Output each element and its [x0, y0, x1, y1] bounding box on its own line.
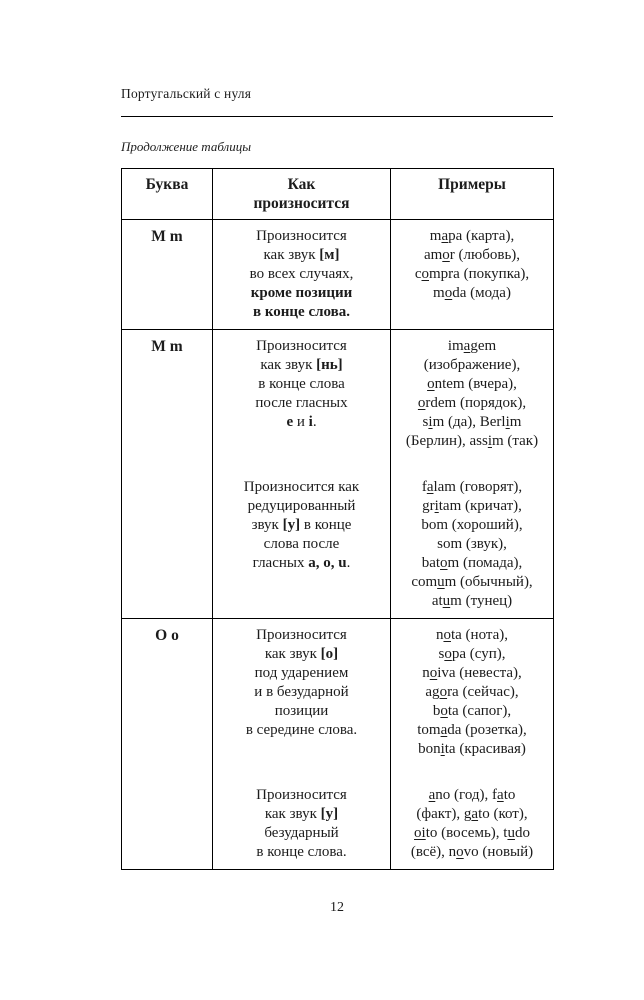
pronunciation-cell [213, 330, 391, 459]
text-line: ordem (порядок), [417, 395, 527, 411]
text-line: noiva (невеста), [422, 665, 522, 681]
text-line: кроме позиции [250, 285, 353, 301]
text-line: Произносится [256, 787, 347, 803]
column-header [122, 169, 213, 220]
text-line: в конце слова. [256, 844, 347, 860]
text-line: слова после [263, 536, 340, 552]
text-line: в середине слова. [245, 722, 358, 738]
letter-cell [122, 619, 213, 870]
text-line: под ударением [254, 665, 349, 681]
table-row [122, 619, 554, 767]
text-line: Произносится [256, 627, 347, 643]
column-header [391, 169, 554, 220]
text-line: Примеры [438, 176, 506, 193]
text-line: (изображение), [423, 357, 521, 373]
text-line: после гласных [255, 395, 348, 411]
letter-label: M m [151, 338, 183, 355]
examples-cell [391, 766, 554, 870]
pronunciation-cell [213, 619, 391, 767]
text-line: Произносится [256, 228, 347, 244]
page-number: 12 [330, 900, 344, 915]
text-line: во всех случаях, [249, 266, 354, 282]
text-line: batom (помада), [421, 555, 523, 571]
text-line: bota (сапог), [432, 703, 512, 719]
text-line: som (звук), [437, 536, 507, 552]
text-line: comum (обычный), [411, 574, 533, 590]
text-line: Как [287, 176, 316, 193]
letter-label: O o [155, 627, 179, 644]
pronunciation-cell [213, 458, 391, 619]
text-line: (Берлин), assim (так) [405, 433, 539, 449]
text-line: как звук [нь] [260, 357, 343, 373]
pronunciation-table [121, 168, 554, 870]
text-line: nota (нота), [435, 627, 509, 643]
examples-cell [391, 458, 554, 619]
text-line: sim (да), Berlim [422, 414, 522, 430]
text-line: mapa (карта), [429, 228, 515, 244]
examples-cell [391, 330, 554, 459]
text-line: moda (мода) [433, 285, 511, 301]
text-line: ano (год), fato [428, 787, 516, 803]
text-line: и в безударной [254, 684, 349, 700]
letter-cell [122, 220, 213, 330]
text-line: bom (хороший), [421, 517, 523, 533]
text-line: amor (любовь), [423, 247, 521, 263]
running-header: Португальский с нуля [121, 86, 252, 101]
text-line: Буква [145, 176, 189, 193]
text-line: безударный [264, 825, 339, 841]
text-line: gritam (кричат), [422, 498, 522, 514]
text-line: звук [у] в конце [251, 517, 352, 533]
header-rule [121, 116, 553, 117]
text-line: Произносится как [243, 479, 360, 495]
examples-cell [391, 619, 554, 767]
table-continuation-note: Продолжение таблицы [121, 139, 252, 154]
table-body [122, 220, 554, 870]
pronunciation-cell [213, 766, 391, 870]
text-line: в конце слова [258, 376, 345, 392]
table-row [122, 330, 554, 459]
text-line: гласных a, o, u. [252, 555, 351, 571]
pronunciation-cell [213, 220, 391, 330]
text-line: Произносится [256, 338, 347, 354]
text-line: в конце слова. [252, 304, 351, 320]
text-line: позиции [274, 703, 329, 719]
column-header [213, 169, 391, 220]
text-line: bonita (красивая) [418, 741, 526, 757]
text-line: как звук [м] [263, 247, 340, 263]
text-line: compra (покупка), [414, 266, 530, 282]
text-line: falam (говорят), [421, 479, 523, 495]
text-line: ontem (вчера), [427, 376, 517, 392]
text-line: oito (восемь), tudo [414, 825, 530, 841]
text-line: как звук [о] [264, 646, 339, 662]
text-line: imagem [447, 338, 497, 354]
text-line: sopa (суп), [438, 646, 506, 662]
text-line: как звук [у] [264, 806, 339, 822]
text-line: (факт), gato (кот), [416, 806, 528, 822]
table-row [122, 220, 554, 330]
text-line: (всё), novo (новый) [410, 844, 534, 860]
text-line: agora (сейчас), [425, 684, 519, 700]
text-line: atum (тунец) [431, 593, 513, 609]
table-header-row [122, 169, 554, 220]
text-line: е и i. [286, 414, 317, 430]
examples-cell [391, 220, 554, 330]
letter-cell [122, 330, 213, 619]
text-line: редуцированный [247, 498, 356, 514]
text-line: tomada (розетка), [417, 722, 527, 738]
letter-label: M m [151, 228, 183, 245]
text-line: произносится [253, 195, 350, 212]
